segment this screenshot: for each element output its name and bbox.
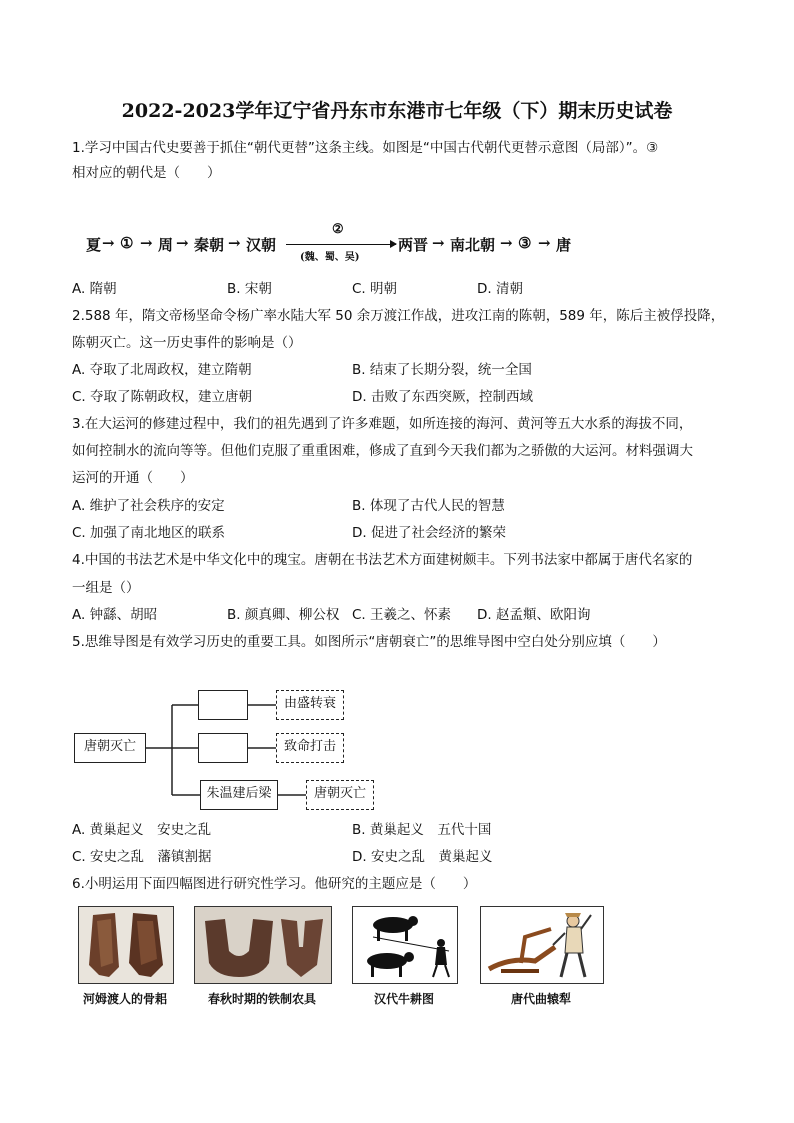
timeline-circle-2: ② — [332, 222, 344, 237]
q1-option-c[interactable]: C. 明朝 — [352, 281, 398, 297]
q2-stem-line1: 2.588 年，隋文帝杨坚命令杨广率水陆大军 50 余万渡江作战，进攻江南的陈朝，589 年，陈后主被俘投降， — [72, 308, 725, 324]
q1-option-d[interactable]: D. 清朝 — [477, 281, 523, 297]
timeline-qin: 秦朝 — [194, 236, 225, 254]
q2-option-d[interactable]: D. 击败了东西突厥，控制西域 — [352, 389, 533, 405]
mindmap-blank-1 — [198, 690, 248, 720]
timeline-arrow: → — [228, 234, 241, 252]
q4-stem-line1: 4.中国的书法艺术是中华文化中的瑰宝。唐朝在书法艺术方面建树颇丰。下列书法家中都属于唐代名家的 — [72, 552, 693, 568]
timeline-han: 汉朝 — [246, 236, 277, 254]
curved-plow-image — [480, 906, 604, 984]
caption-bone-spade: 河姆渡人的骨耜 — [82, 992, 167, 1006]
q2-option-c[interactable]: C. 夺取了陈朝政权，建立唐朝 — [72, 389, 253, 405]
timeline-arrow: → — [432, 234, 445, 252]
timeline-long-arrow — [286, 244, 396, 245]
bone-spade-image — [78, 906, 174, 984]
q6-stem-line1: 6.小明运用下面四幅图进行研究性学习。他研究的主题应是（ ） — [72, 876, 477, 892]
timeline-nbc: 南北朝 — [450, 236, 496, 254]
page-title: 2022-2023学年辽宁省丹东市东港市七年级（下）期末历史试卷 — [121, 100, 673, 122]
q1-stem-line2: 相对应的朝代是（ ） — [72, 165, 221, 181]
q5-option-a[interactable]: A. 黄巢起义 安史之乱 — [72, 822, 212, 838]
timeline-tang: 唐 — [556, 236, 572, 254]
timeline-zhou: 周 — [158, 236, 174, 254]
q3-option-c[interactable]: C. 加强了南北地区的联系 — [72, 525, 226, 541]
q1-option-a[interactable]: A. 隋朝 — [72, 281, 117, 297]
q5-option-b[interactable]: B. 黄巢起义 五代十国 — [352, 822, 492, 838]
timeline-arrow: → — [176, 234, 189, 252]
q4-option-b[interactable]: B. 颜真卿、柳公权 — [227, 607, 340, 623]
timeline-jin: 两晋 — [398, 236, 429, 254]
caption-iron-tools: 春秋时期的铁制农具 — [207, 992, 316, 1006]
mindmap-zhuwen: 朱温建后梁 — [200, 780, 278, 810]
q3-option-b[interactable]: B. 体现了古代人民的智慧 — [352, 498, 505, 514]
mindmap-root: 唐朝灭亡 — [74, 733, 146, 763]
q2-stem-line2: 陈朝灭亡。这一历史事件的影响是（） — [72, 335, 302, 351]
tang-decline-mindmap — [72, 680, 392, 820]
timeline-circle-1: ① — [120, 234, 134, 252]
q5-option-d[interactable]: D. 安史之乱 黄巢起义 — [352, 849, 493, 865]
q4-stem-line2: 一组是（） — [72, 580, 140, 596]
caption-ox-plowing: 汉代牛耕图 — [373, 992, 434, 1006]
q1-option-b[interactable]: B. 宋朝 — [227, 281, 272, 297]
timeline-arrow: → — [538, 234, 551, 252]
timeline-circle-3: ③ — [518, 234, 532, 252]
ox-plowing-image — [352, 906, 458, 984]
timeline-arrow: → — [140, 234, 153, 252]
dynasty-timeline-figure — [86, 222, 596, 268]
timeline-arrowhead — [390, 240, 397, 248]
q2-option-a[interactable]: A. 夺取了北周政权，建立隋朝 — [72, 362, 252, 378]
q2-option-b[interactable]: B. 结束了长期分裂，统一全国 — [352, 362, 532, 378]
q3-stem-line3: 运河的开通（ ） — [72, 470, 194, 486]
mindmap-result-3: 唐朝灭亡 — [306, 780, 374, 810]
mindmap-result-2: 致命打击 — [276, 733, 344, 763]
timeline-arrow: → — [500, 234, 513, 252]
q3-stem-line1: 3.在大运河的修建过程中，我们的祖先遇到了许多难题，如所连接的海河、黄河等五大水系的海拔不同， — [72, 416, 693, 432]
q3-option-d[interactable]: D. 促进了社会经济的繁荣 — [352, 525, 506, 541]
q4-option-d[interactable]: D. 赵孟頫、欧阳询 — [477, 607, 591, 623]
q4-option-c[interactable]: C. 王羲之、怀素 — [352, 607, 452, 623]
mindmap-blank-2 — [198, 733, 248, 763]
timeline-xia: 夏 — [86, 236, 102, 254]
q1-stem-line1: 1.学习中国古代史要善于抓住“朝代更替”这条主线。如图是“中国古代朝代更替示意图（局部）”。③ — [72, 140, 659, 156]
q5-option-c[interactable]: C. 安史之乱 藩镇割据 — [72, 849, 212, 865]
mindmap-result-1: 由盛转衰 — [276, 690, 344, 720]
timeline-three-kingdoms: (魏、蜀、吴) — [300, 252, 360, 263]
timeline-arrow: → — [102, 234, 115, 252]
q3-option-a[interactable]: A. 维护了社会秩序的安定 — [72, 498, 225, 514]
q3-stem-line2: 如何控制水的流向等等。但他们克服了重重困难，修成了直到今天我们都为之骄傲的大运河。材料强调大 — [72, 443, 693, 459]
q5-stem-line1: 5.思维导图是有效学习历史的重要工具。如图所示“唐朝衰亡”的思维导图中空白处分别应填（ ） — [72, 634, 666, 650]
q4-option-a[interactable]: A. 钟繇、胡昭 — [72, 607, 158, 623]
iron-tools-image — [194, 906, 332, 984]
caption-curved-plow: 唐代曲辕犁 — [510, 992, 571, 1006]
